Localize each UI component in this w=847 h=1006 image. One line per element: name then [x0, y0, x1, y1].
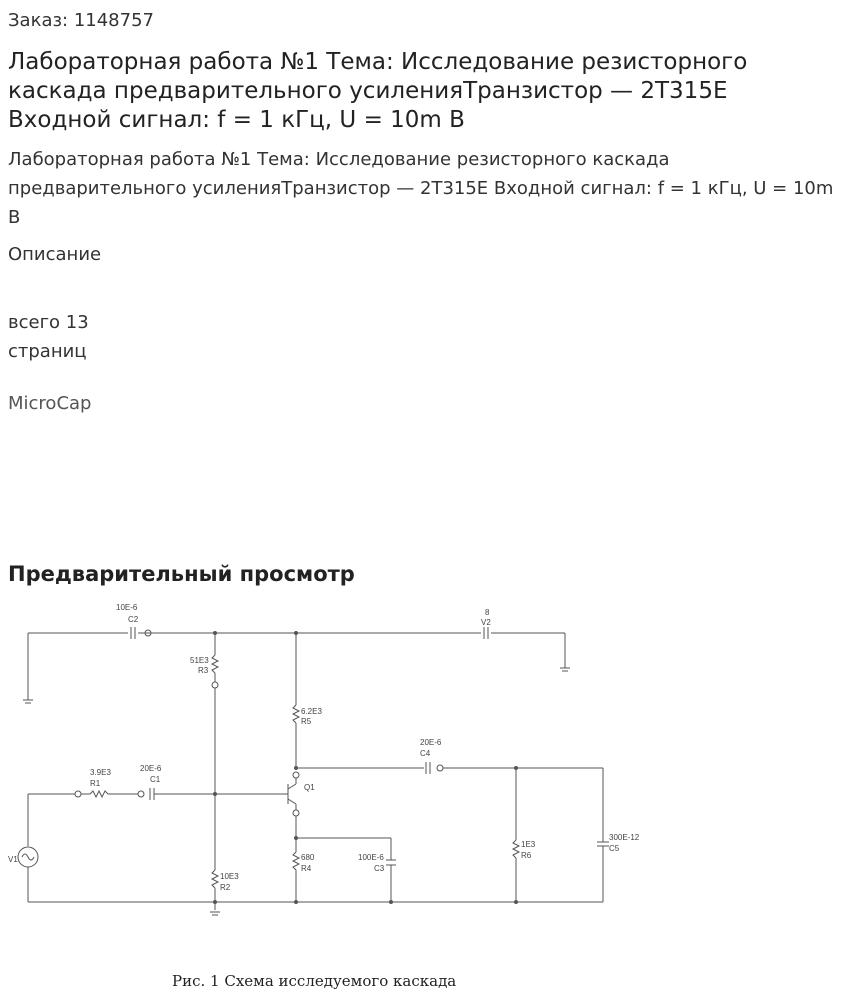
- label-r3-value: 51E3: [190, 656, 209, 665]
- label-c1: C1: [150, 775, 161, 784]
- description-text: Лабораторная работа №1 Тема: Исследование резисторного каскада предварительного усиленияТранзистор — 2Т315Е Входной сигнал: f = 1 кГц, U = 10m В: [8, 149, 834, 228]
- label-c5-value: 300E-12: [609, 833, 640, 842]
- label-r2: R2: [220, 883, 231, 892]
- label-r3: R3: [198, 666, 209, 675]
- description-label: Описание: [8, 244, 102, 265]
- label-c4: C4: [420, 749, 431, 758]
- label-r4: R4: [301, 864, 312, 873]
- label-r4-value: 680: [301, 853, 315, 862]
- label-c3: C3: [374, 864, 385, 873]
- page-count: [8, 308, 89, 366]
- page-title: Лабораторная работа №1 Тема: Исследование резисторного каскада предварительного усиленияТранзистор — 2Т315Е Входной сигнал: f = 1 кГц, U = 10m В: [8, 49, 748, 133]
- label-r6-value: 1E3: [521, 840, 536, 849]
- label-c2: C2: [128, 615, 139, 624]
- label-v2: V2: [481, 618, 491, 627]
- label-r5-value: 6.2E3: [301, 707, 322, 716]
- label-r6: R6: [521, 851, 532, 860]
- label-v1: V1: [8, 855, 18, 864]
- label-r2-value: 10E3: [220, 872, 239, 881]
- figure-caption: Рис. 1 Схема исследуемого каскада: [172, 972, 457, 990]
- label-q1: Q1: [304, 783, 315, 792]
- label-v2-value: 8: [485, 608, 490, 617]
- label-c3-value: 100E-6: [358, 853, 384, 862]
- order-number: Заказ: 1148757: [8, 10, 154, 31]
- label-c2-value: 10E-6: [116, 603, 138, 612]
- label-r5: R5: [301, 717, 312, 726]
- label-c4-value: 20E-6: [420, 738, 442, 747]
- label-r1: R1: [90, 779, 101, 788]
- label-c5: C5: [609, 844, 620, 853]
- page-count-line1: всего 13: [8, 312, 89, 333]
- circuit-schematic: [0, 600, 640, 920]
- software-name: MicroCap: [8, 393, 92, 414]
- label-r1-value: 3.9E3: [90, 768, 111, 777]
- preview-heading: Предварительный просмотр: [8, 562, 355, 586]
- label-c1-value: 20E-6: [140, 764, 162, 773]
- page-count-line2: страниц: [8, 341, 87, 362]
